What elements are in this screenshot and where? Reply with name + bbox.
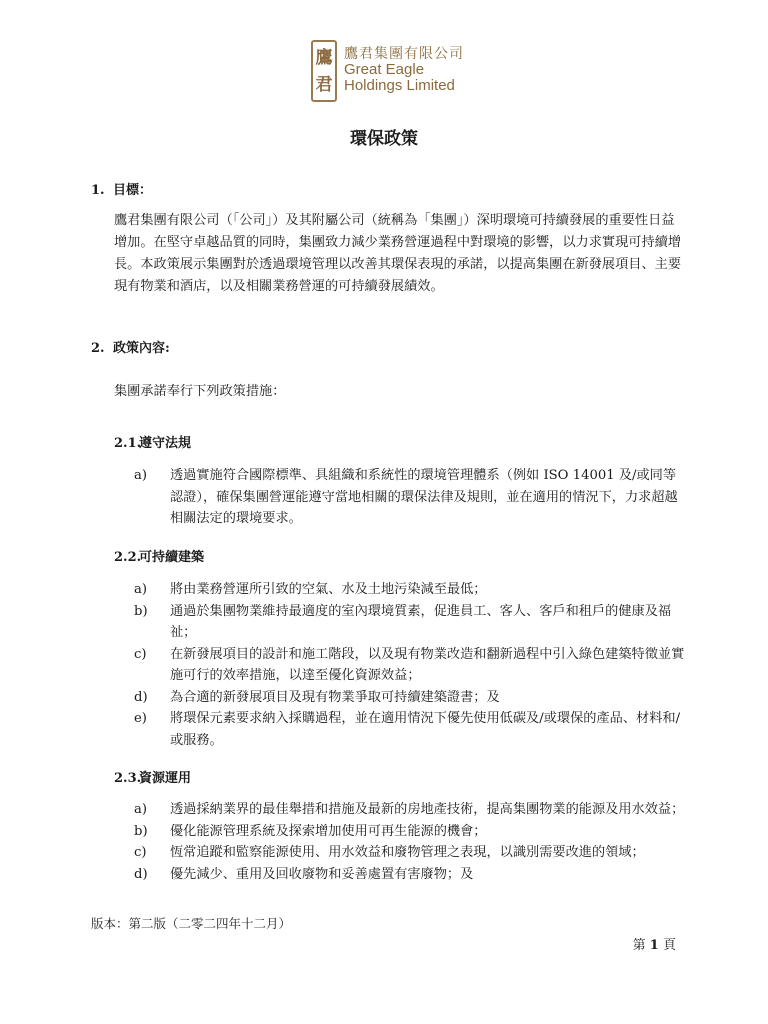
list-item-text: 優化能源管理系統及探索增加使用可再生能源的機會； xyxy=(170,823,487,839)
list-item-text: 將由業務營運所引致的空氣、水及土地污染減至最低； xyxy=(170,582,487,597)
list-marker: c) xyxy=(134,845,147,860)
company-logo xyxy=(311,40,464,102)
subsection-2-3-list xyxy=(134,799,686,885)
list-item xyxy=(134,687,686,709)
page-number-value: 1 xyxy=(649,938,659,953)
section-2-intro: 集團承諾奉行下列政策措施： xyxy=(114,384,286,399)
subsection-2-1-heading xyxy=(114,432,191,451)
subsection-title: 遵守法規 xyxy=(139,436,192,451)
logo-name-en-line1: Great Eagle xyxy=(344,61,425,78)
logo-wordmark xyxy=(344,40,464,94)
logo-name-zh: 鷹君集團有限公司 xyxy=(344,45,464,61)
list-item xyxy=(134,465,686,530)
list-marker: e) xyxy=(134,711,147,726)
section-1-heading xyxy=(91,179,152,198)
section-1-body: 鷹君集團有限公司（「公司」）及其附屬公司（統稱為「集團」）深明環境可持續發展的重要性日益增加。在堅守卓越品質的同時，集團致力減少業務營運過程中對環境的影響，以力求實現可持續增長。本政策展示集團對於透過環境管理以改善其環保表現的承諾，以提高集團在新發展項目、主要現有物業和酒店，以及相關業務營運的可持續發展績效。 xyxy=(114,213,682,294)
section-number: 1. xyxy=(91,183,105,198)
list-marker: a) xyxy=(134,802,148,817)
subsection-number: 2.3. xyxy=(114,771,142,786)
list-item xyxy=(134,601,686,644)
subsection-number: 2.2. xyxy=(114,550,142,565)
seal-char: 君 xyxy=(315,74,333,95)
list-item xyxy=(134,842,686,864)
list-marker: c) xyxy=(134,646,147,662)
document-title: 環保政策 xyxy=(350,129,418,149)
list-marker: a) xyxy=(134,468,148,483)
subsection-2-2-heading xyxy=(114,546,204,565)
list-item-text: 透過採納業界的最佳舉措和措施及最新的房地產技術，提高集團物業的能源及用水效益； xyxy=(170,802,685,817)
list-item xyxy=(134,821,686,843)
section-title: 目標： xyxy=(113,183,153,198)
list-marker: b) xyxy=(134,823,148,839)
list-item xyxy=(134,708,686,751)
page-prefix: 第 xyxy=(632,938,646,953)
subsection-number: 2.1. xyxy=(114,436,142,451)
version-label: 版本：第二版（二零二四年十二月） xyxy=(91,916,292,931)
list-marker: d) xyxy=(134,689,148,705)
list-item-text: 為合適的新發展項目及現有物業爭取可持續建築證書；及 xyxy=(170,689,500,705)
list-item-text: 將環保元素要求納入採購過程，並在適用情況下優先使用低碳及/或環保的產品、材料和/或服務。 xyxy=(170,711,681,748)
list-item xyxy=(134,644,686,687)
list-item-text: 通過於集團物業維持最適度的室內環境質素，促進員工、客人、客戶和租戶的健康及福祉； xyxy=(170,603,672,640)
section-title: 政策內容: xyxy=(113,341,170,356)
list-item-text: 透過實施符合國際標準、具組織和系統性的環境管理體系（例如 ISO 14001 及/或同等認證），確保集團營運能遵守當地相關的環保法律及規則，並在適用的情況下，力求超越相關法定的環境要求。 xyxy=(170,468,678,526)
list-item xyxy=(134,864,686,886)
list-item-text: 恆常追蹤和監察能源使用、用水效益和廢物管理之表現，以識別需要改進的領域； xyxy=(170,845,645,860)
section-number: 2. xyxy=(91,341,105,356)
logo-name-en-line2: Holdings Limited xyxy=(344,77,455,94)
section-2-heading xyxy=(91,337,170,356)
list-item xyxy=(134,579,686,601)
seal-char: 鷹 xyxy=(315,47,333,68)
page-number xyxy=(633,934,676,953)
list-item xyxy=(134,799,686,821)
subsection-title: 可持續建築 xyxy=(139,550,205,565)
subsection-title: 資源運用 xyxy=(139,771,192,786)
list-marker: a) xyxy=(134,582,148,597)
list-item-text: 在新發展項目的設計和施工階段，以及現有物業改造和翻新過程中引入綠色建築特徵並實施可行的效率措施，以達至優化資源效益； xyxy=(170,646,685,683)
subsection-2-2-list xyxy=(134,579,686,751)
list-item-text: 優先減少、重用及回收廢物和妥善處置有害廢物；及 xyxy=(170,866,474,882)
subsection-2-3-heading xyxy=(114,767,191,786)
subsection-2-1-list xyxy=(134,465,686,530)
eagle-seal-icon xyxy=(311,40,337,102)
list-marker: b) xyxy=(134,603,148,619)
page-suffix: 頁 xyxy=(662,938,676,953)
list-marker: d) xyxy=(134,866,148,882)
